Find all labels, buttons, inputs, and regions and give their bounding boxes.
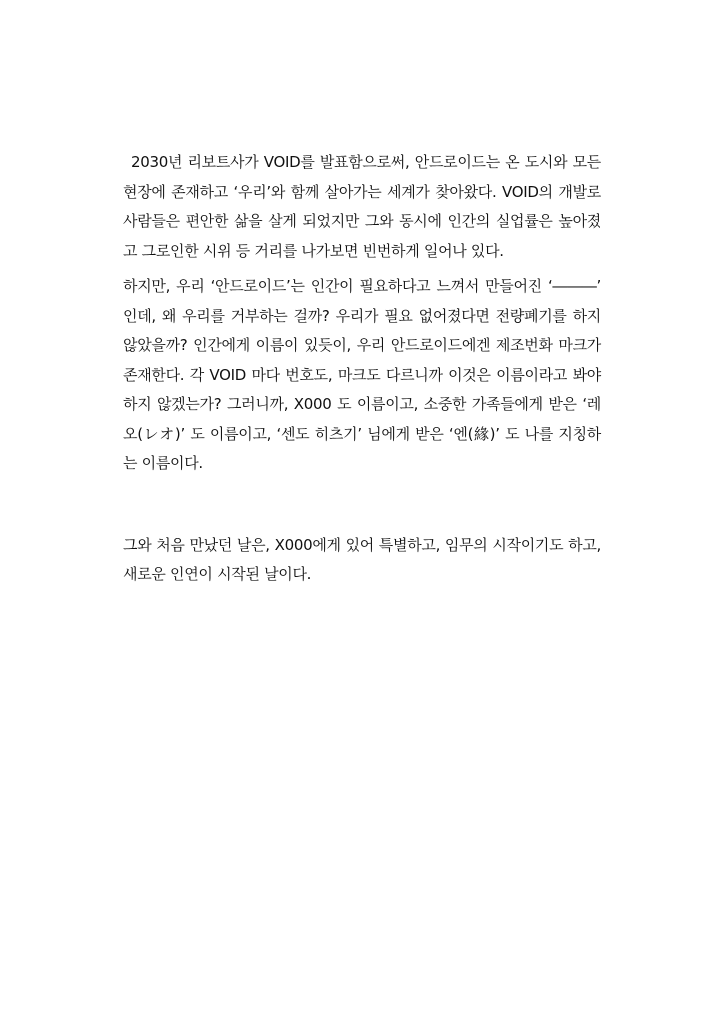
paragraph-1: 2030년 리보트사가 VOID를 발표함으로써, 안드로이드는 온 도시와 모든 현장에 존재하고 ‘우리’와 함께 살아가는 세계가 찾아왔다. VOID의 개발로 사람들은 편안한 삶을 살게 되었지만 그와 동시에 인간의 실업률은 높아졌고 그로인한 시위 등 거리를 나가보면 빈번하게 일어나 있다.	[123, 153, 601, 260]
paragraph-2: 하지만, 우리 ‘안드로이드’는 인간이 필요하다고 느껴서 만들어진 ‘―――’ 인데, 왜 우리를 거부하는 걸까? 우리가 필요 없어졌다면 전량폐기를 하지 않았을까? 인간에게 이름이 있듯이, 우리 안드로이드에겐 제조번화 마크가 존재한다. 각 VOID 마다 번호도, 마크도 다르니까 이것은 이름이라고 봐야하지 않겠는가? 그러니까, X000 도 이름이고, 소중한 가족들에게 받은 ‘레오(レオ)’ 도 이름이고, ‘센도 히츠기’ 님에게 받은 ‘엔(緣)’ 도 나를 지칭하는 이름이다.	[123, 277, 601, 472]
document-body	[123, 148, 601, 590]
paragraph-3: 그와 처음 만났던 날은, X000에게 있어 특별하고, 임무의 시작이기도 하고, 새로운 인연이 시작된 날이다.	[123, 535, 601, 583]
